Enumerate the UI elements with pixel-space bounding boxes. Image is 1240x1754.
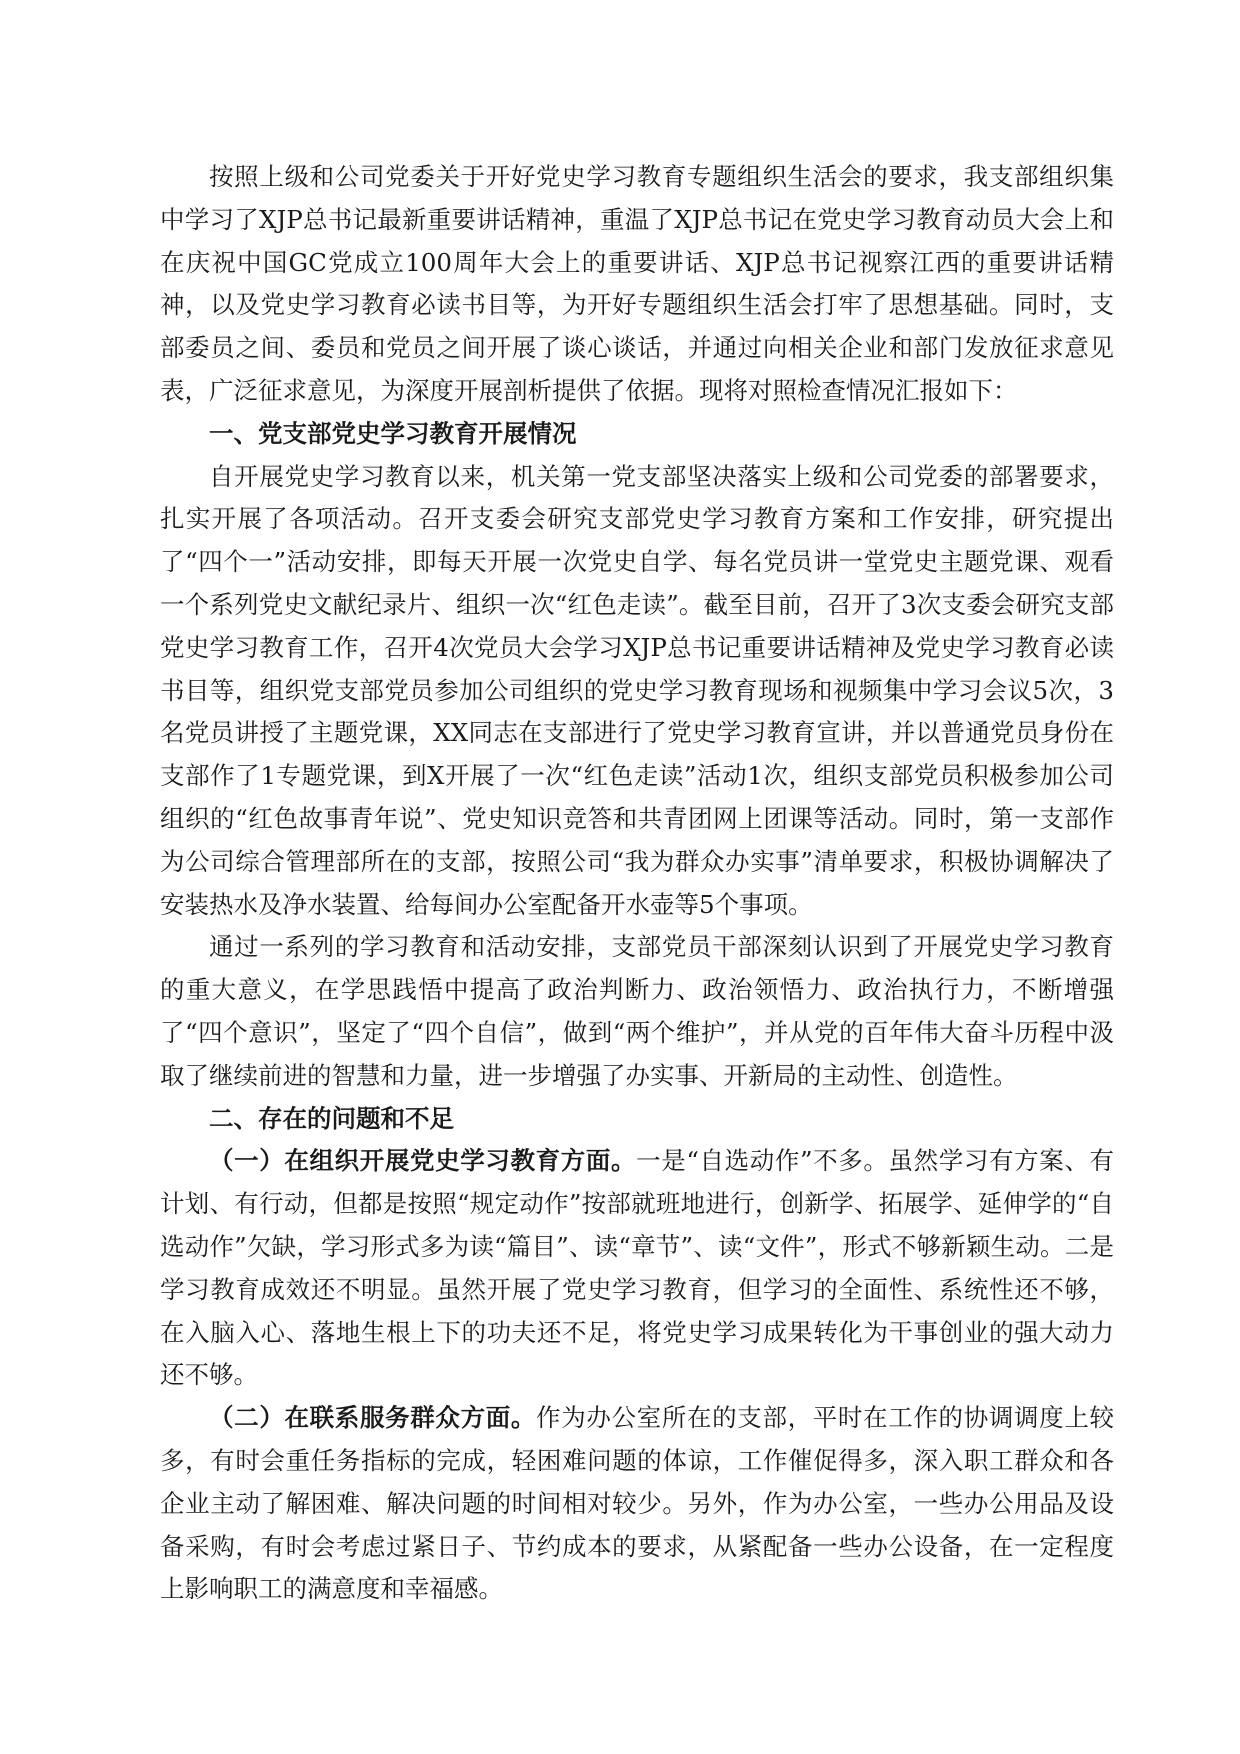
section-1-paragraph-1: 自开展党史学习教育以来，机关第一党支部坚决落实上级和公司党委的部署要求，扎实开展了各项活动。召开支委会研究支部党史学习教育方案和工作安排，研究提出了“四个一”活动安排，即每天开展一次党史自学、每名党员讲一堂党史主题党课、观看一个系列党史文献纪录片、组织一次“红色走读”。截至目前，召开了3次支委会研究支部党史学习教育工作，召开4次党员大会学习XJP总书记重要讲话精神及党史学习教育必读书目等，组织党支部党员参加公司组织的党史学习教育现场和视频集中学习会议5次，3名党员讲授了主题党课，XX同志在支部进行了党史学习教育宣讲，并以普通党员身份在支部作了1专题党课，到X开展了一次“红色走读”活动1次，组织支部党员积极参加公司组织的“红色故事青年说”、党史知识竞答和共青团网上团课等活动。同时，第一支部作为公司综合管理部所在的支部，按照公司“我为群众办实事”清单要求，积极协调解决了安装热水及净水装置、给每间办公室配备开水壶等5个事项。 xyxy=(160,461,1114,919)
section-2-heading: 二、存在的问题和不足 xyxy=(209,1103,454,1133)
section-2-sub-2-title: （二）在联系服务群众方面。 xyxy=(209,1403,537,1433)
section-2-sub-1-paragraph xyxy=(160,1140,1114,1397)
section-2-sub-2-paragraph xyxy=(160,1397,1114,1611)
section-1-heading: 一、党支部党史学习教育开展情况 xyxy=(209,418,577,448)
section-1-paragraph-2: 通过一系列的学习教育和活动安排，支部党员干部深刻认识到了开展党史学习教育的重大意义，在学思践悟中提高了政治判断力、政治领悟力、政治执行力，不断增强了“四个意识”，坚定了“四个自信”，做到“两个维护”，并从党的百年伟大奋斗历程中汲取了继续前进的智慧和力量，进一步增强了办实事、开新局的主动性、创造性。 xyxy=(160,932,1114,1090)
section-2-sub-2-body: 作为办公室所在的支部，平时在工作的协调调度上较多，有时会重任务指标的完成，轻困难问题的体谅，工作催促得多，深入职工群众和各企业主动了解困难、解决问题的时间相对较少。另外，作为办公室，一些办公用品及设备采购，有时会考虑过紧日子、节约成本的要求，从紧配备一些办公设备，在一定程度上影响职工的满意度和幸福感。 xyxy=(160,1403,1115,1604)
document-page xyxy=(160,156,1114,1611)
intro-paragraph: 按照上级和公司党委关于开好党史学习教育专题组织生活会的要求，我支部组织集中学习了XJP总书记最新重要讲话精神，重温了XJP总书记在党史学习教育动员大会上和在庆祝中国GC党成立100周年大会上的重要讲话、XJP总书记视察江西的重要讲话精神，以及党史学习教育必读书目等，为开好专题组织生活会打牢了思想基础。同时，支部委员之间、委员和党员之间开展了谈心谈话，并通过向相关企业和部门发放征求意见表，广泛征求意见，为深度开展剖析提供了依据。现将对照检查情况汇报如下： xyxy=(160,162,1114,405)
section-2-sub-1-title: （一）在组织开展党史学习教育方面。 xyxy=(209,1146,637,1176)
section-2-sub-1-body: 一是“自选动作”不多。虽然学习有方案、有计划、有行动，但都是按照“规定动作”按部就班地进行，创新学、拓展学、延伸学的“自选动作”欠缺，学习形式多为读“篇目”、读“章节”、读“文件”，形式不够新颖生动。二是学习教育成效还不明显。虽然开展了党史学习教育，但学习的全面性、系统性还不够，在入脑入心、落地生根上下的功夫还不足，将党史学习成果转化为干事创业的强大动力还不够。 xyxy=(160,1146,1114,1390)
